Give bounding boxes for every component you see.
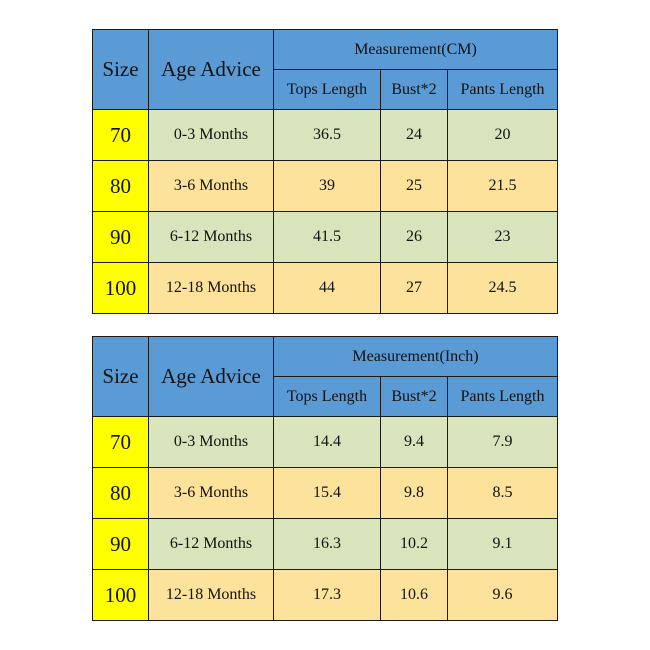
age-cell: 12-18 Months xyxy=(149,570,274,621)
pants-length-header: Pants Length xyxy=(448,377,558,417)
size-chart-cm xyxy=(92,29,558,314)
pants-length-cell: 7.9 xyxy=(448,417,558,468)
measurement-group-header: Measurement(CM) xyxy=(274,30,558,70)
pants-length-cell: 8.5 xyxy=(448,468,558,519)
age-cell: 3-6 Months xyxy=(149,468,274,519)
age-cell: 6-12 Months xyxy=(149,212,274,263)
table-row xyxy=(93,468,558,519)
age-cell: 0-3 Months xyxy=(149,110,274,161)
size-cell: 70 xyxy=(93,110,149,161)
size-cell: 70 xyxy=(93,417,149,468)
bust-cell: 9.8 xyxy=(381,468,448,519)
tops-length-cell: 14.4 xyxy=(274,417,381,468)
tops-length-cell: 44 xyxy=(274,263,381,314)
bust-cell: 24 xyxy=(381,110,448,161)
age-cell: 3-6 Months xyxy=(149,161,274,212)
size-cell: 100 xyxy=(93,263,149,314)
table-row xyxy=(93,570,558,621)
bust-cell: 26 xyxy=(381,212,448,263)
size-header: Size xyxy=(93,337,149,417)
size-cell: 80 xyxy=(93,468,149,519)
pants-length-cell: 9.6 xyxy=(448,570,558,621)
pants-length-cell: 24.5 xyxy=(448,263,558,314)
bust-cell: 27 xyxy=(381,263,448,314)
pants-length-cell: 23 xyxy=(448,212,558,263)
size-cell: 100 xyxy=(93,570,149,621)
table-row xyxy=(93,263,558,314)
pants-length-header: Pants Length xyxy=(448,70,558,110)
table-row xyxy=(93,519,558,570)
size-cell: 90 xyxy=(93,519,149,570)
bust-cell: 9.4 xyxy=(381,417,448,468)
table-row xyxy=(93,417,558,468)
pants-length-cell: 9.1 xyxy=(448,519,558,570)
tops-length-cell: 16.3 xyxy=(274,519,381,570)
measurement-group-header: Measurement(Inch) xyxy=(274,337,558,377)
tops-length-cell: 39 xyxy=(274,161,381,212)
age-advice-header: Age Advice xyxy=(149,30,274,110)
bust-header: Bust*2 xyxy=(381,70,448,110)
age-advice-header: Age Advice xyxy=(149,337,274,417)
tops-length-cell: 41.5 xyxy=(274,212,381,263)
tops-length-cell: 17.3 xyxy=(274,570,381,621)
size-chart-inch xyxy=(92,336,558,621)
size-cell: 80 xyxy=(93,161,149,212)
bust-cell: 10.2 xyxy=(381,519,448,570)
bust-cell: 25 xyxy=(381,161,448,212)
pants-length-cell: 21.5 xyxy=(448,161,558,212)
table-row xyxy=(93,110,558,161)
size-header: Size xyxy=(93,30,149,110)
bust-cell: 10.6 xyxy=(381,570,448,621)
age-cell: 0-3 Months xyxy=(149,417,274,468)
table-row xyxy=(93,161,558,212)
tops-length-header: Tops Length xyxy=(274,377,381,417)
age-cell: 6-12 Months xyxy=(149,519,274,570)
size-cell: 90 xyxy=(93,212,149,263)
tops-length-header: Tops Length xyxy=(274,70,381,110)
table-row xyxy=(93,212,558,263)
pants-length-cell: 20 xyxy=(448,110,558,161)
age-cell: 12-18 Months xyxy=(149,263,274,314)
bust-header: Bust*2 xyxy=(381,377,448,417)
tops-length-cell: 15.4 xyxy=(274,468,381,519)
tops-length-cell: 36.5 xyxy=(274,110,381,161)
